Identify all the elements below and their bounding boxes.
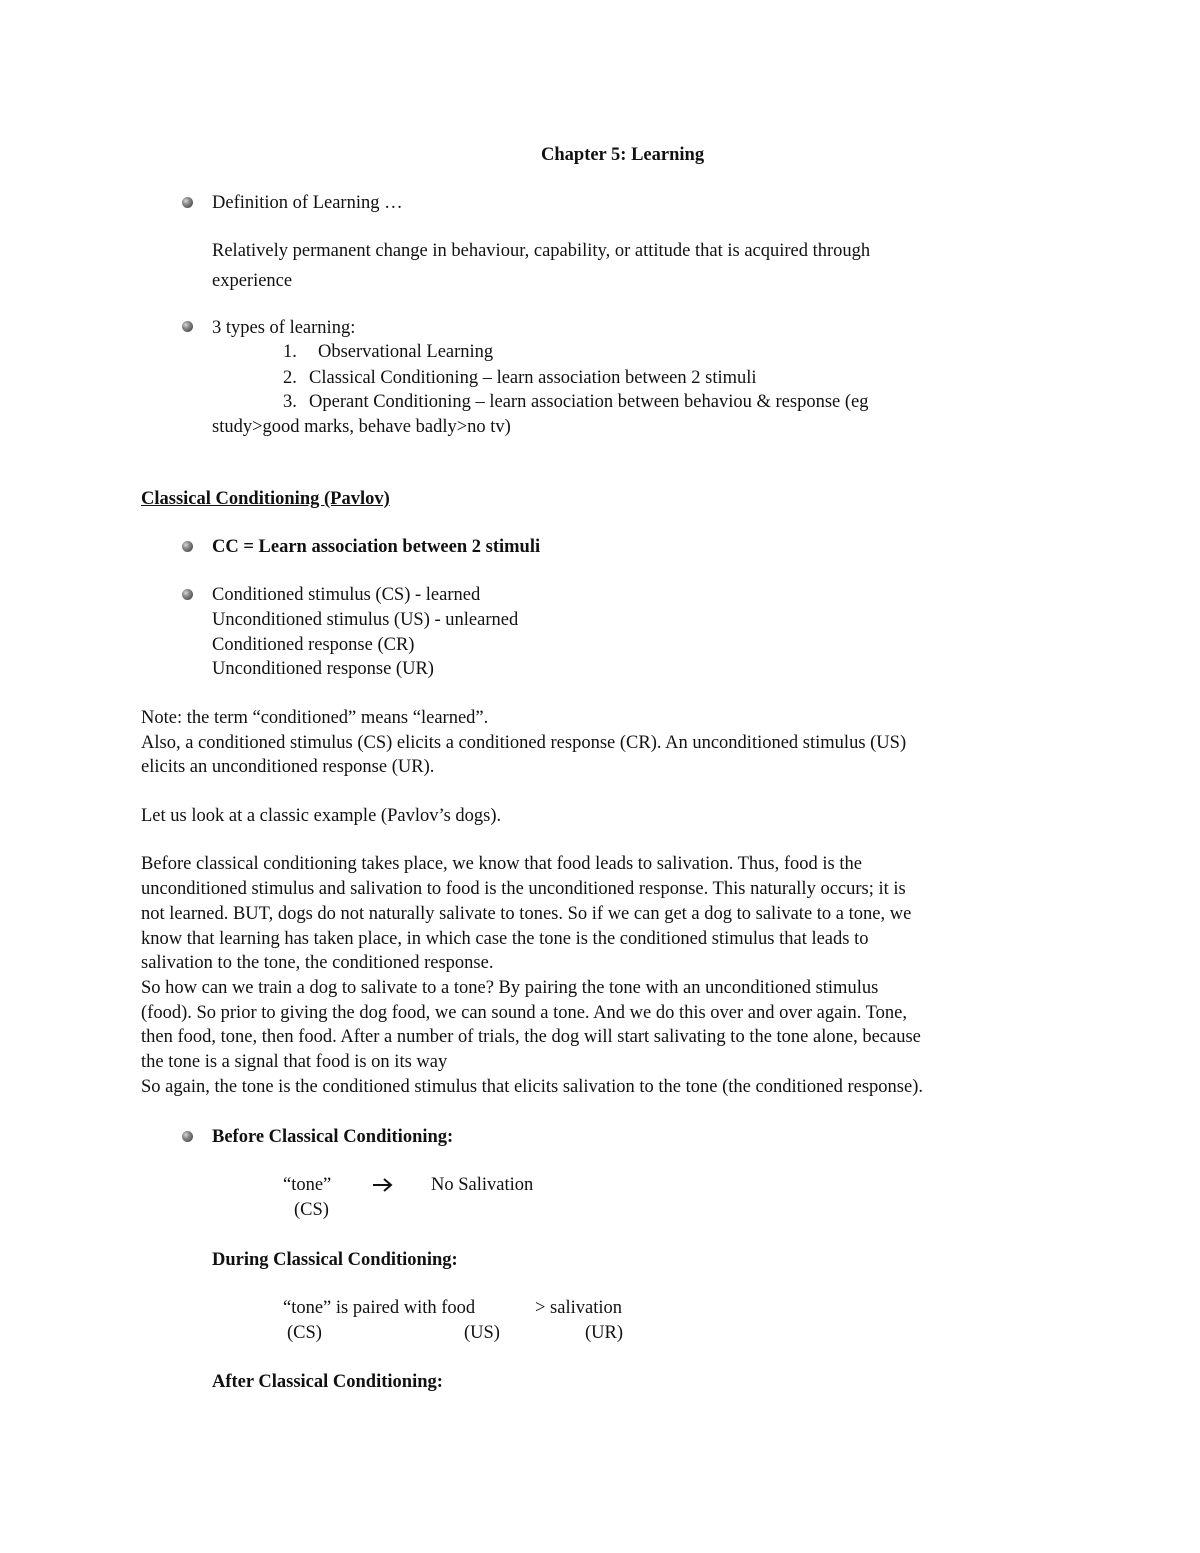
paragraph-line: unconditioned stimulus and salivation to food is the unconditioned response. This naturally occurs; it is [141,879,906,899]
list-item-continuation: study>good marks, behave badly>no tv) [212,417,511,437]
types-heading: 3 types of learning: [212,318,356,338]
list-item-number: 1. [283,342,297,362]
bullet-icon [182,1131,193,1142]
list-item: Operant Conditioning – learn association between behaviou & response (eg [309,392,869,412]
page-title: Chapter 5: Learning [541,145,705,165]
right-arrow-icon [372,1178,394,1192]
before-label: (CS) [294,1200,329,1220]
after-heading: After Classical Conditioning: [212,1372,443,1392]
definition-heading: Definition of Learning … [212,193,403,213]
during-label-ur: (UR) [585,1323,624,1343]
during-label-cs: (CS) [287,1323,322,1343]
paragraph-line: the tone is a signal that food is on its way [141,1052,448,1072]
during-label-us: (US) [464,1323,500,1343]
paragraph-line: then food, tone, then food. After a number of trials, the dog will start salivating to the tone alone, because [141,1027,921,1047]
paragraph-line: So how can we train a dog to salivate to a tone? By pairing the tone with an unconditioned stimulus [141,978,879,998]
during-result: > salivation [535,1298,622,1318]
note-line: Note: the term “conditioned” means “learned”. [141,708,489,728]
paragraph-line: Before classical conditioning takes place, we know that food leads to salivation. Thus, food is the [141,854,862,874]
paragraph-line: salivation to the tone, the conditioned response. [141,953,494,973]
term-item: Conditioned stimulus (CS) - learned [212,585,481,605]
bullet-icon [182,589,193,600]
note-line: elicits an unconditioned response (UR). [141,757,435,777]
paragraph-line: So again, the tone is the conditioned stimulus that elicits salivation to the tone (the conditioned response). [141,1077,923,1097]
term-item: Conditioned response (CR) [212,635,415,655]
before-result: No Salivation [431,1175,534,1195]
bullet-icon [182,197,193,208]
paragraph-line: not learned. BUT, dogs do not naturally salivate to tones. So if we can get a dog to salivate to a tone, we [141,904,912,924]
during-heading: During Classical Conditioning: [212,1250,458,1270]
before-stimulus: “tone” [283,1175,332,1195]
paragraph-line: (food). So prior to giving the dog food, we can sound a tone. And we do this over and over again. Tone, [141,1003,907,1023]
example-intro: Let us look at a classic example (Pavlov’s dogs). [141,806,502,826]
list-item: Observational Learning [318,342,494,362]
cc-definition: CC = Learn association between 2 stimuli [212,537,541,557]
paragraph-line: know that learning has taken place, in which case the tone is the conditioned stimulus that leads to [141,929,869,949]
list-item-number: 3. [283,392,297,412]
definition-text-cont: experience [212,271,293,291]
section-heading: Classical Conditioning (Pavlov) [141,489,390,509]
list-item: Classical Conditioning – learn association between 2 stimuli [309,368,757,388]
term-item: Unconditioned stimulus (US) - unlearned [212,610,519,630]
list-item-number: 2. [283,368,297,388]
bullet-icon [182,541,193,552]
definition-text: Relatively permanent change in behaviour, capability, or attitude that is acquired through [212,241,871,261]
term-item: Unconditioned response (UR) [212,659,434,679]
during-line: “tone” is paired with food [283,1298,476,1318]
before-heading: Before Classical Conditioning: [212,1127,454,1147]
note-line: Also, a conditioned stimulus (CS) elicits a conditioned response (CR). An unconditioned stimulus (US) [141,733,907,753]
bullet-icon [182,321,193,332]
